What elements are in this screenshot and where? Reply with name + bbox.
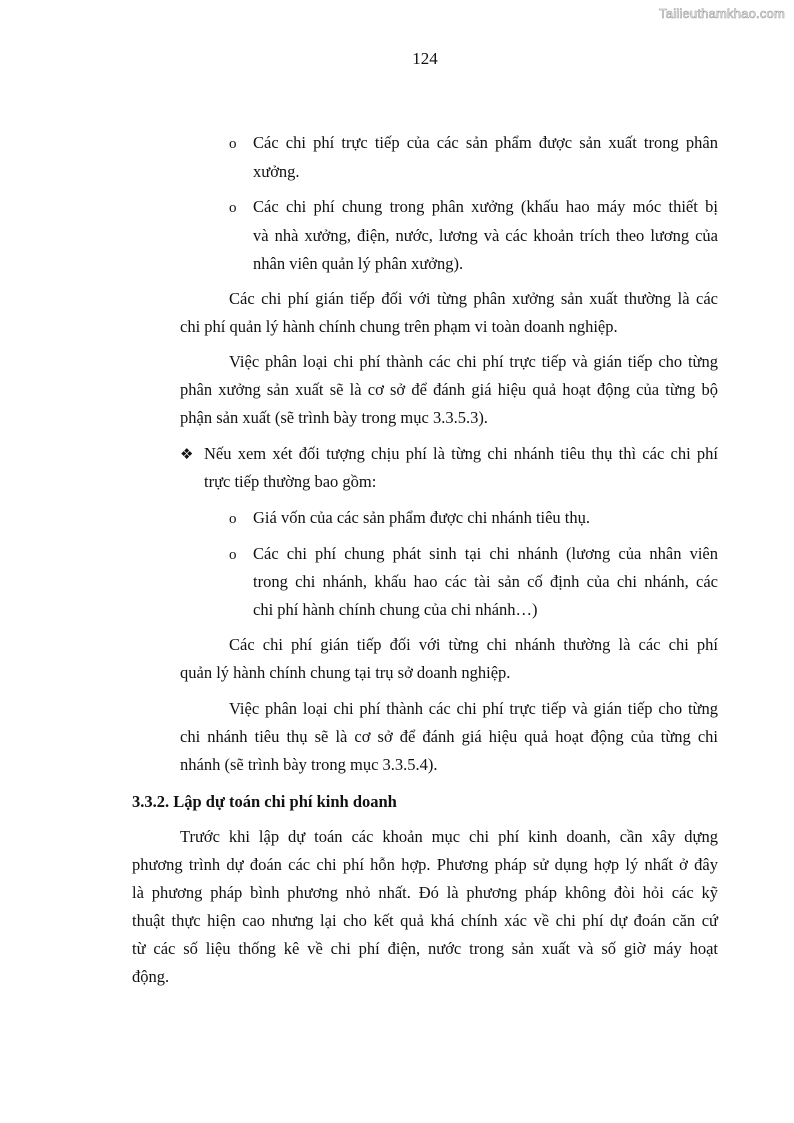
watermark: Tailieuthamkhao.com — [659, 6, 785, 21]
text-line: Giá vốn của các sản phẩm được chi nhánh tiêu thụ. — [253, 508, 591, 527]
text-line: Các chi phí gián tiếp đối với từng chi nhánh thường là các chi phí — [229, 635, 718, 654]
circle-bullet-icon: o — [229, 511, 237, 527]
text-line: là phương pháp bình phương nhỏ nhất. Đó là phương pháp không đòi hỏi các kỹ — [132, 883, 718, 902]
text-line: Trước khi lập dự toán các khoản mục chi phí kinh doanh, cần xây dựng — [180, 827, 718, 846]
circle-bullet-icon: o — [229, 547, 237, 563]
text-line: Các chi phí gián tiếp đối với từng phân xưởng sản xuất thường là các — [229, 289, 718, 308]
text-line: chi nhánh tiêu thụ sẽ là cơ sở để đánh giá hiệu quả hoạt động của từng chi — [180, 727, 718, 746]
text-line: trong chi nhánh, khấu hao các tài sản cố định của chi nhánh, các — [253, 572, 718, 591]
text-line: chi phí quản lý hành chính chung trên phạm vi toàn doanh nghiệp. — [180, 317, 618, 336]
text-line: phận sản xuất (sẽ trình bày trong mục 3.3.5.3). — [180, 408, 488, 427]
text-line: nhánh (sẽ trình bày trong mục 3.3.5.4). — [180, 755, 438, 774]
diamond-bullet-icon: ❖ — [180, 445, 194, 463]
text-line: nhân viên quản lý phân xưởng). — [253, 254, 464, 273]
text-line: phương trình dự đoán các chi phí hỗn hợp. Phương pháp sử dụng hợp lý nhất ở đây — [132, 855, 718, 874]
circle-bullet-icon: o — [229, 136, 237, 152]
text-line: trực tiếp thường bao gồm: — [204, 472, 377, 491]
text-line: Các chi phí chung trong phân xưởng (khấu hao máy móc thiết bị — [253, 197, 718, 216]
text-line: Các chi phí trực tiếp của các sản phẩm được sản xuất trong phân — [253, 133, 718, 152]
page-number: 124 — [412, 49, 438, 68]
text-line: động. — [132, 967, 170, 986]
text-line: chi phí hành chính chung của chi nhánh…) — [253, 600, 538, 619]
text-line: quản lý hành chính chung tại trụ sở doanh nghiệp. — [180, 663, 511, 682]
text-line: Việc phân loại chi phí thành các chi phí trực tiếp và gián tiếp cho từng — [229, 352, 718, 371]
text-line: xưởng. — [253, 162, 300, 181]
text-line: Việc phân loại chi phí thành các chi phí trực tiếp và gián tiếp cho từng — [229, 699, 718, 718]
text-line: và nhà xưởng, điện, nước, lương và các khoản trích theo lương của — [253, 226, 718, 245]
text-line: Các chi phí chung phát sinh tại chi nhánh (lương của nhân viên — [253, 544, 718, 563]
text-line: thuật thực hiện cao nhưng lại cho kết quả khá chính xác về chi phí dự đoán căn cứ — [132, 911, 718, 930]
text-line: Nếu xem xét đối tượng chịu phí là từng chi nhánh tiêu thụ thì các chi phí — [204, 444, 718, 463]
section-heading: 3.3.2. Lập dự toán chi phí kinh doanh — [132, 792, 397, 811]
circle-bullet-icon: o — [229, 200, 237, 216]
text-line: phân xưởng sản xuất sẽ là cơ sở để đánh giá hiệu quả hoạt động của từng bộ — [180, 380, 718, 399]
text-line: từ các số liệu thống kê về chi phí điện, nước trong sản xuất và số giờ máy hoạt — [132, 939, 718, 958]
